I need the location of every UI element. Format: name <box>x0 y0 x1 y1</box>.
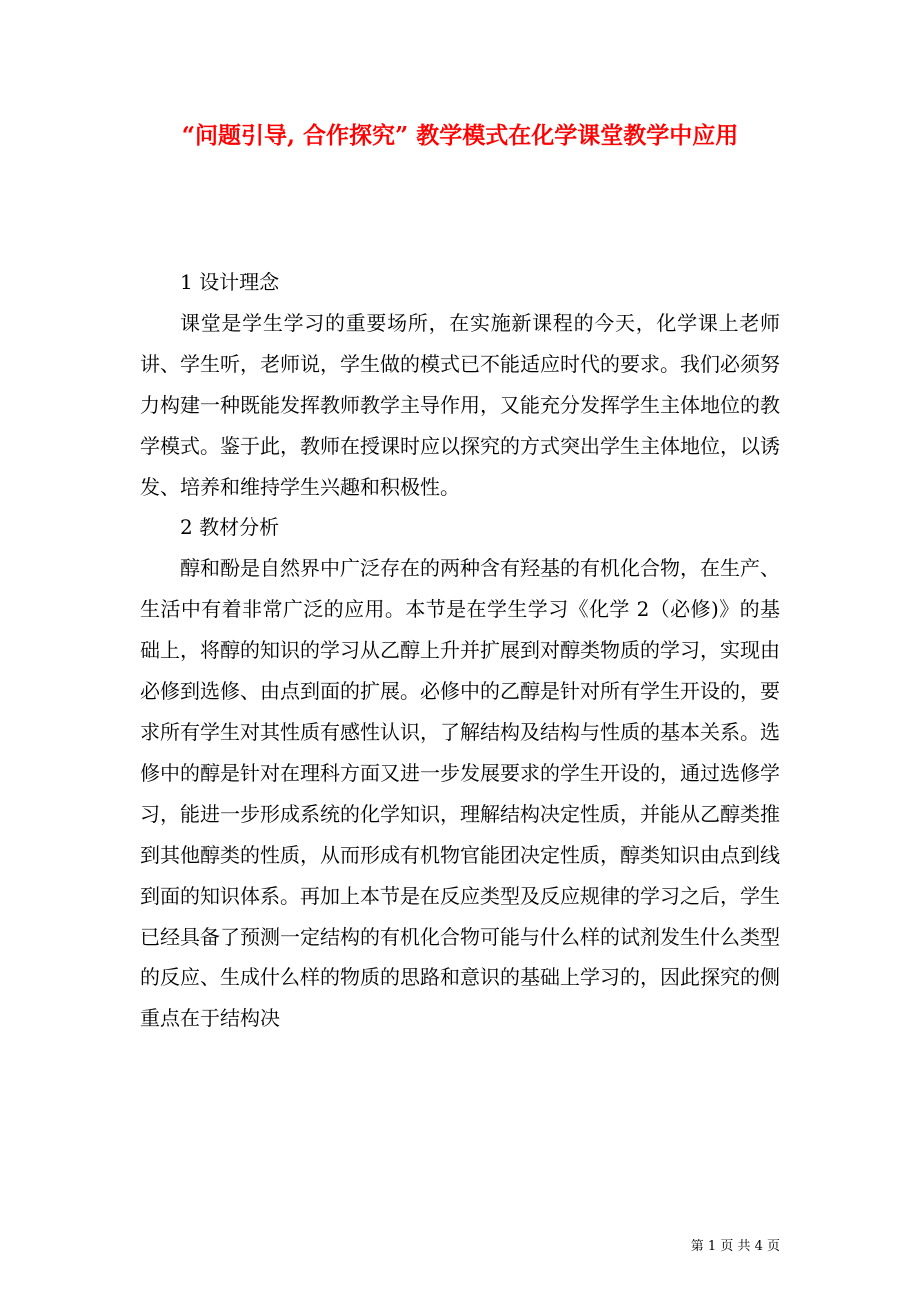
section-paragraph-design-concept: 课堂是学生学习的重要场所，在实施新课程的今天，化学课上老师讲、学生听，老师说，学生做的模式已不能适应时代的要求。我们必须努力构建一种既能发挥教师教学主导作用，又能充分发挥学生主体地位的教学模式。鉴于此，教师在授课时应以探究的方式突出学生主体地位，以诱发、培养和维持学生兴趣和积极性。 <box>140 310 780 499</box>
section-heading-design-concept: 1 设计理念 <box>180 270 280 294</box>
document-title: “问题引导, 合作探究” 教学模式在化学课堂教学中应用 <box>181 122 739 149</box>
section-heading-textbook-analysis: 2 教材分析 <box>180 515 280 540</box>
page-number-footer: 第 1 页 共 4 页 <box>690 1239 780 1254</box>
document-body <box>140 262 780 1039</box>
section-paragraph-textbook-analysis: 醇和酚是自然界中广泛存在的两种含有羟基的有机化合物，在生产、生活中有着非常广泛的应用。本节是在学生学习《化学 2（必修)》的基础上，将醇的知识的学习从乙醇上升并扩展到对醇类物质的学习，实现由必修到选修、由点到面的扩展。必修中的乙醇是针对所有学生开设的，要求所有学生对其性质有感性认识，了解结构及结构与性质的基本关系。选修中的醇是针对在理科方面又进一步发展要求的学生开设的，通过选修学习，能进一步形成系统的化学知识，理解结构决定性质，并能从乙醇类推到其他醇类的性质，从而形成有机物官能团决定性质，醇类知识由点到线到面的知识体系。再加上本节是在反应类型及反应规律的学习之后，学生已经具备了预测一定结构的有机化合物可能与什么样的试剂发生什么类型的反应、生成什么样的物质的思路和意识的基础上学习的，因此探究的侧重点在于结构决 <box>140 556 780 1031</box>
